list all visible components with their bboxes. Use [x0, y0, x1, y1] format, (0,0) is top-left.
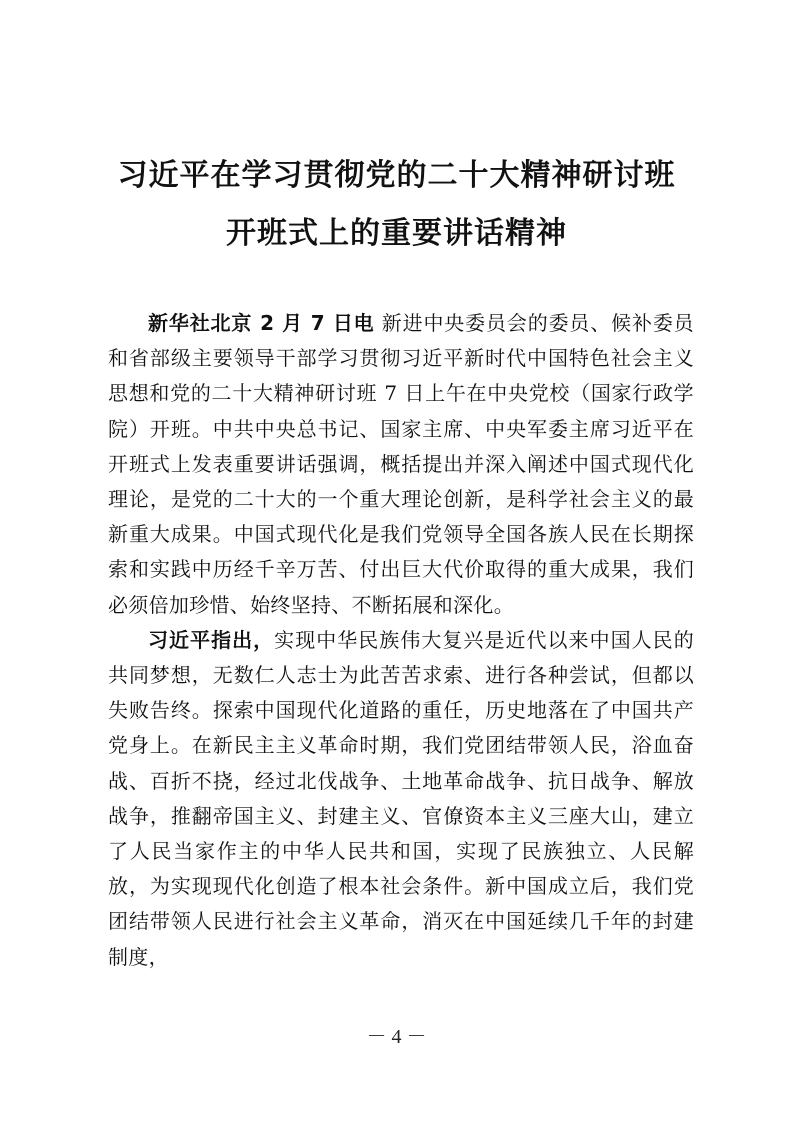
document-title-line-1: 习近平在学习贯彻党的二十大精神研讨班 — [117, 158, 676, 193]
paragraph-2-lead: 习近平指出， — [148, 627, 275, 652]
document-body — [108, 306, 694, 975]
paragraph-2 — [108, 623, 694, 975]
document-title-line-2: 开班式上的重要讲话精神 — [226, 216, 567, 251]
paragraph-1-text: 新进中央委员会的委员、候补委员和省部级主要领导干部学习贯彻习近平新时代中国特色社会主义思想和党的二十大精神研讨班 7 日上午在中央党校（国家行政学院）开班。中共中央总书记、国家主席、中央军委主席习近平在开班式上发表重要讲话强调，概括提出并深入阐述中国式现代化理论，是党的二十大的一个重大理论创新，是科学社会主义的最新重大成果。中国式现代化是我们党领导全国各族人民在长期探索和实践中历经千辛万苦、付出巨大代价取得的重大成果，我们必须倍加珍惜、始终坚持、不断拓展和深化。 — [108, 311, 694, 617]
paragraph-2-text: 实现中华民族伟大复兴是近代以来中国人民的共同梦想，无数仁人志士为此苦苦求索、进行各种尝试，但都以失败告终。探索中国现代化道路的重任，历史地落在了中国共产党身上。在新民主主义革命时期，我们党团结带领人民，浴血奋战、百折不挠，经过北伐战争、土地革命战争、抗日战争、解放战争，推翻帝国主义、封建主义、官僚资本主义三座大山，建立了人民当家作主的中华人民共和国，实现了民族独立、人民解放，为实现现代化创造了根本社会条件。新中国成立后，我们党团结带领人民进行社会主义革命，消灭在中国延续几千年的封建制度， — [108, 627, 694, 969]
paragraph-1 — [108, 306, 694, 623]
page-number: － 4 － — [366, 1026, 427, 1048]
dateline: 新华社北京 2 月 7 日电 — [148, 311, 375, 335]
